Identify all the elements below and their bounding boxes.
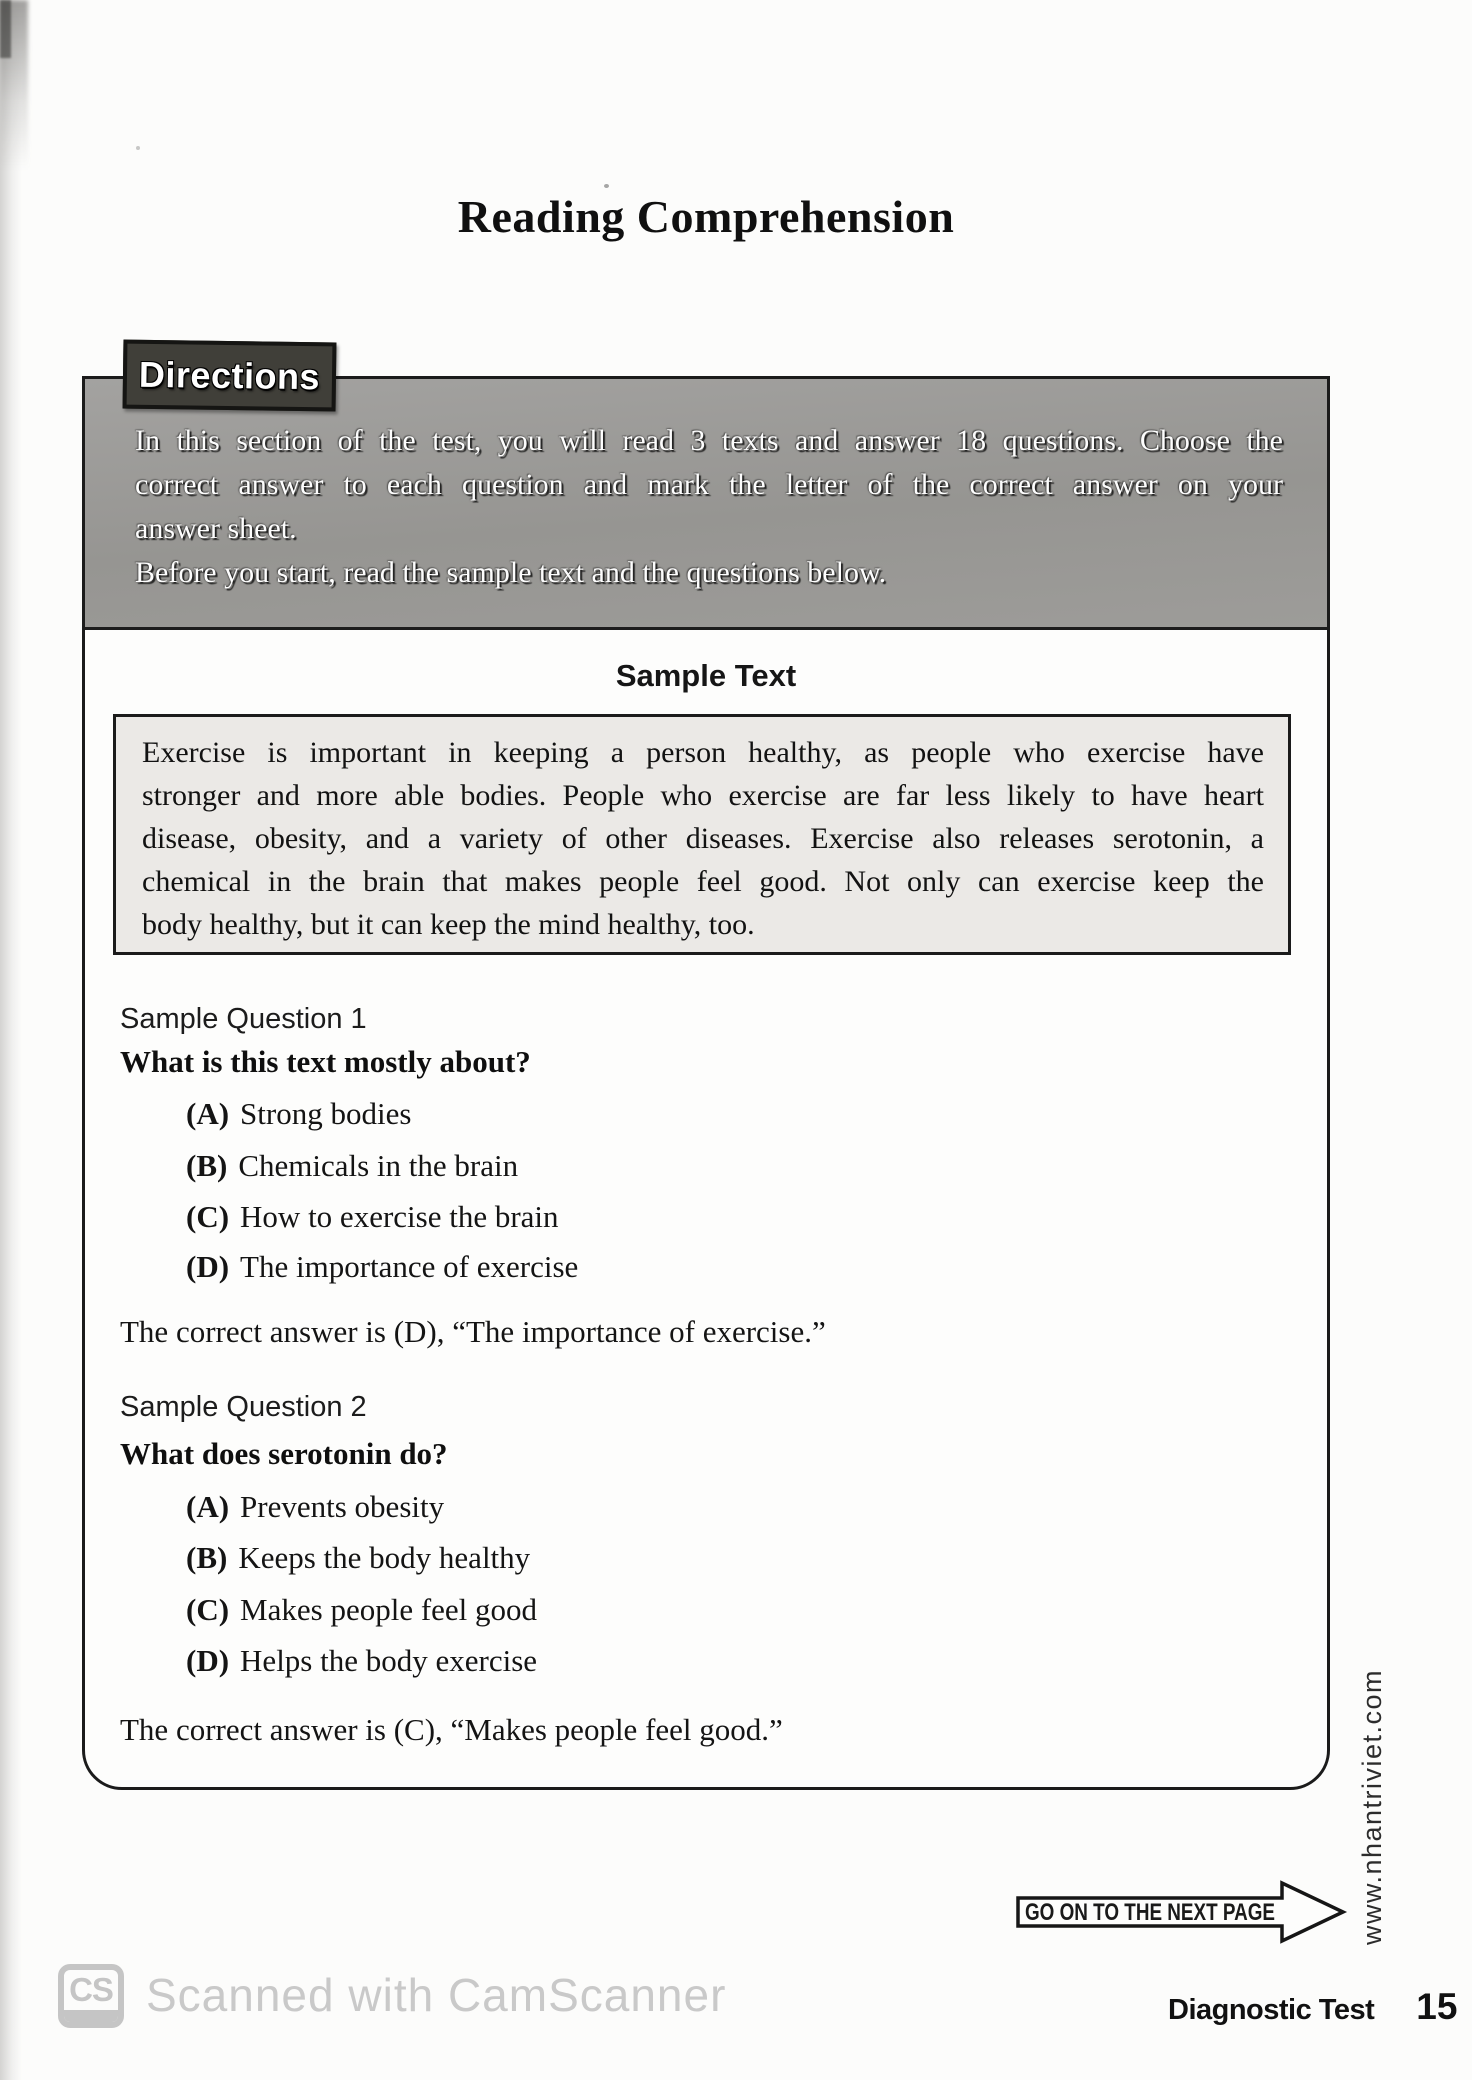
option-letter: (C) (186, 1592, 230, 1627)
camscanner-logo-strip (64, 2010, 118, 2022)
text-line: stronger and more able bodies. People who exercise are far less likely to have heart (142, 779, 1264, 812)
option-text: Strong bodies (240, 1096, 412, 1131)
question-1-label: Sample Question 1 (120, 1003, 367, 1035)
scan-edge-shadow (0, 0, 22, 2080)
option-text: The importance of exercise (240, 1249, 579, 1284)
question-1-option-a (186, 1096, 411, 1132)
directions-body (135, 419, 1283, 551)
text-line: chemical in the brain that makes people feel good. Not only can exercise keep the (142, 865, 1264, 898)
option-text: Makes people feel good (240, 1592, 538, 1627)
option-letter: (C) (186, 1199, 230, 1234)
directions-tab-label: Directions (138, 353, 321, 397)
text-line: disease, obesity, and a variety of other diseases. Exercise also releases serotonin, a (142, 822, 1264, 855)
camscanner-logo-letters: CS (69, 1971, 113, 2008)
text-line: answer sheet. (135, 512, 297, 545)
sample-passage-box (113, 714, 1291, 955)
question-1-option-c (186, 1199, 559, 1235)
text-line: In this section of the test, you will read 3 texts and answer 18 questions. Choose the (135, 424, 1283, 457)
page-title: Reading Comprehension (457, 191, 955, 242)
option-text: Chemicals in the brain (238, 1148, 519, 1183)
footer-page-number: 15 (1416, 1986, 1458, 2027)
question-1-answer: The correct answer is (D), “The importance of exercise.” (120, 1314, 826, 1349)
question-2-option-b (186, 1540, 530, 1576)
camscanner-watermark-text: Scanned with CamScanner (146, 1969, 727, 2021)
camscanner-logo-icon (58, 1964, 124, 2028)
option-letter: (D) (186, 1249, 230, 1284)
option-letter: (A) (186, 1096, 230, 1131)
option-text: Keeps the body healthy (238, 1540, 531, 1575)
directions-text (85, 379, 1327, 595)
scan-speck (604, 184, 609, 188)
text-line: body healthy, but it can keep the mind healthy, too. (142, 908, 755, 941)
text-line: Exercise is important in keeping a person healthy, as people who exercise have (142, 736, 1264, 769)
option-text: How to exercise the brain (240, 1199, 559, 1234)
directions-panel (85, 379, 1327, 630)
publisher-url-vertical: www.nhantriviet.com (1357, 1668, 1387, 1946)
option-letter: (B) (186, 1540, 228, 1575)
option-letter: (B) (186, 1148, 228, 1183)
text-line: correct answer to each question and mark the letter of the correct answer on your (135, 468, 1283, 501)
question-2-option-c (186, 1592, 537, 1628)
next-page-arrow (1002, 1876, 1350, 1946)
sample-text-heading: Sample Text (615, 658, 797, 693)
question-2-label: Sample Question 2 (120, 1391, 367, 1423)
footer-page-info (1168, 1986, 1457, 2028)
arrow-graphic (1002, 1876, 1350, 1946)
scan-corner-mark (0, 0, 11, 58)
option-letter: (D) (186, 1643, 230, 1678)
question-2-answer: The correct answer is (C), “Makes people feel good.” (120, 1712, 783, 1747)
next-page-label: GO ON TO THE NEXT PAGE (1025, 1899, 1275, 1926)
question-1-option-d (186, 1249, 578, 1285)
directions-note: Before you start, read the sample text and the questions below. (135, 556, 887, 589)
option-text: Helps the body exercise (240, 1643, 538, 1678)
question-2-option-a (186, 1489, 444, 1525)
question-2-option-d (186, 1643, 537, 1679)
scan-speck (136, 146, 140, 150)
option-text: Prevents obesity (240, 1489, 445, 1524)
question-1-stem: What is this text mostly about? (120, 1044, 531, 1079)
footer-section-label: Diagnostic Test (1168, 1994, 1375, 2026)
directions-tab (123, 340, 337, 412)
option-letter: (A) (186, 1489, 230, 1524)
content-box (82, 376, 1330, 1790)
sample-passage (142, 731, 1264, 946)
question-1-option-b (186, 1148, 518, 1184)
question-2-stem: What does serotonin do? (120, 1436, 448, 1471)
